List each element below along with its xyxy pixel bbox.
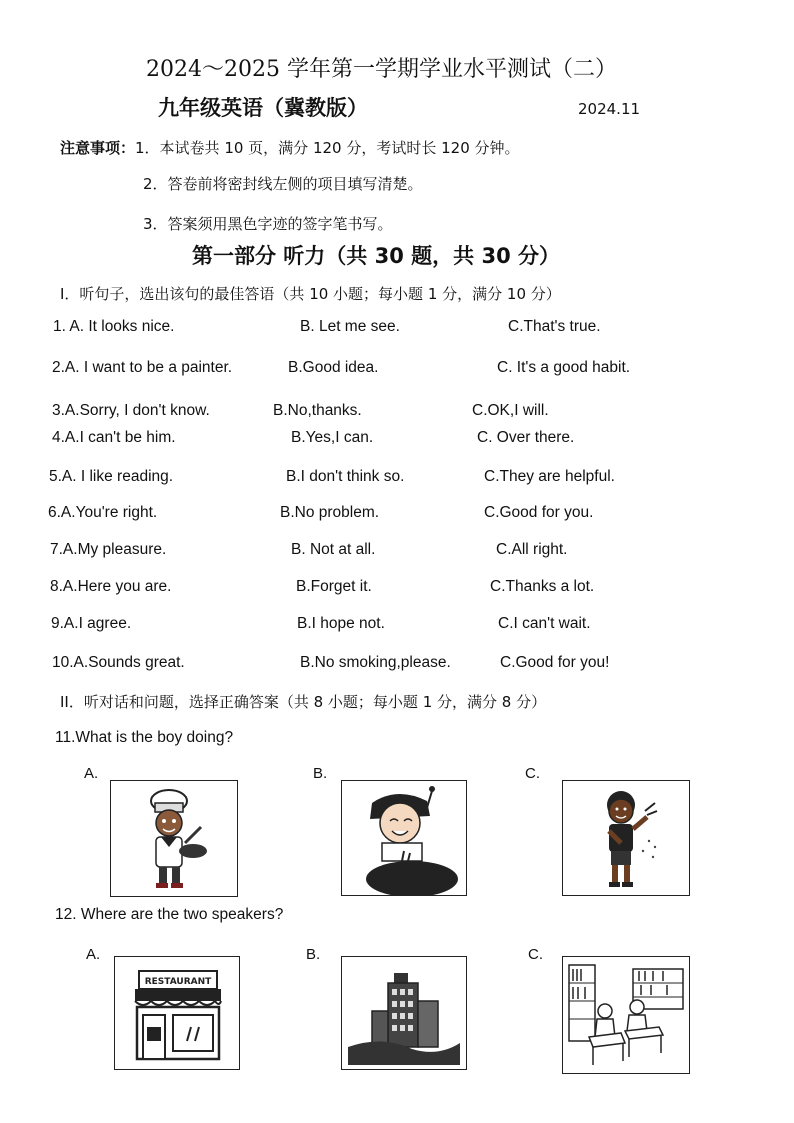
q3-option-c: C.OK,I will. xyxy=(472,402,549,419)
q2-option-c: C. It's a good habit. xyxy=(497,359,631,376)
q4-option-a: 4.A.I can't be him. xyxy=(52,429,176,446)
note-item-2: 2．答卷前将密封线左侧的项目填写清楚。 xyxy=(143,175,423,193)
exam-title: 2024～2025 学年第一学期学业水平测试（二） xyxy=(146,57,617,82)
q12-option-a-label: A. xyxy=(86,946,101,963)
q9-option-c: C.I can't wait. xyxy=(498,615,591,632)
q8-option-c: C.Thanks a lot. xyxy=(490,578,595,595)
q8-option-b: B.Forget it. xyxy=(296,578,372,595)
q7-option-b: B. Not at all. xyxy=(291,541,376,558)
q12-option-b-label: B. xyxy=(306,946,321,963)
chef-boy-cooking-image xyxy=(110,780,238,897)
q10-option-b: B.No smoking,please. xyxy=(300,654,451,671)
restaurant-sign-text: RESTAURANT xyxy=(144,977,212,987)
section1-title: I．听句子，选出该句的最佳答语（共 10 小题；每小题 1 分，满分 10 分） xyxy=(60,285,561,303)
q2-option-b: B.Good idea. xyxy=(288,359,379,376)
restaurant-image xyxy=(114,956,240,1070)
q11-text: 11.What is the boy doing? xyxy=(55,729,234,746)
q6-option-a: 6.A.You're right. xyxy=(48,504,158,521)
q11-option-a-label: A. xyxy=(84,765,99,782)
q1-option-a: 1. A. It looks nice. xyxy=(53,318,175,335)
library-illustration xyxy=(563,957,689,1073)
q12-text: 12. Where are the two speakers? xyxy=(55,906,284,923)
q5-option-b: B.I don't think so. xyxy=(286,468,405,485)
q4-option-b: B.Yes,I can. xyxy=(291,429,374,446)
q11-option-b-label: B. xyxy=(313,765,328,782)
library-image xyxy=(562,956,690,1074)
section2-title: II．听对话和问题，选择正确答案（共 8 小题；每小题 1 分，满分 8 分） xyxy=(60,693,547,711)
q3-option-a: 3.A.Sorry, I don't know. xyxy=(52,402,210,419)
q6-option-c: C.Good for you. xyxy=(484,504,594,521)
part1-title: 第一部分 听力（共 30 题，共 30 分） xyxy=(192,244,561,268)
q2-option-a: 2.A. I want to be a painter. xyxy=(52,359,233,376)
q5-option-c: C.They are helpful. xyxy=(484,468,615,485)
note-item-3: 3．答案须用黑色字迹的签字笔书写。 xyxy=(143,215,393,233)
q6-option-b: B.No problem. xyxy=(280,504,380,521)
q7-option-c: C.All right. xyxy=(496,541,568,558)
chef-boy-illustration xyxy=(111,781,237,896)
q7-option-a: 7.A.My pleasure. xyxy=(50,541,167,558)
exam-date: 2024.11 xyxy=(578,100,641,118)
q1-option-c: C.That's true. xyxy=(508,318,601,335)
boy-cutting-illustration xyxy=(563,781,689,895)
q5-option-a: 5.A. I like reading. xyxy=(49,468,174,485)
notes-label: 注意事项： xyxy=(60,139,136,157)
q1-option-b: B. Let me see. xyxy=(300,318,400,335)
notes-line-1 xyxy=(60,137,520,158)
q9-option-b: B.I hope not. xyxy=(297,615,385,632)
q10-option-c: C.Good for you! xyxy=(500,654,610,671)
q9-option-a: 9.A.I agree. xyxy=(51,615,132,632)
q4-option-c: C. Over there. xyxy=(477,429,575,446)
note-item-1: 1．本试卷共 10 页，满分 120 分，考试时长 120 分钟。 xyxy=(135,139,520,157)
q8-option-a: 8.A.Here you are. xyxy=(50,578,172,595)
restaurant-illustration xyxy=(115,957,239,1069)
q10-option-a: 10.A.Sounds great. xyxy=(52,654,185,671)
city-building-image xyxy=(341,956,467,1070)
boy-planting-illustration xyxy=(342,781,466,895)
city-building-illustration xyxy=(342,957,466,1069)
boy-planting-image xyxy=(341,780,467,896)
exam-subtitle: 九年级英语（冀教版） xyxy=(158,95,368,120)
q11-option-c-label: C. xyxy=(525,765,540,782)
boy-cutting-image xyxy=(562,780,690,896)
q12-option-c-label: C. xyxy=(528,946,543,963)
q3-option-b: B.No,thanks. xyxy=(273,402,362,419)
